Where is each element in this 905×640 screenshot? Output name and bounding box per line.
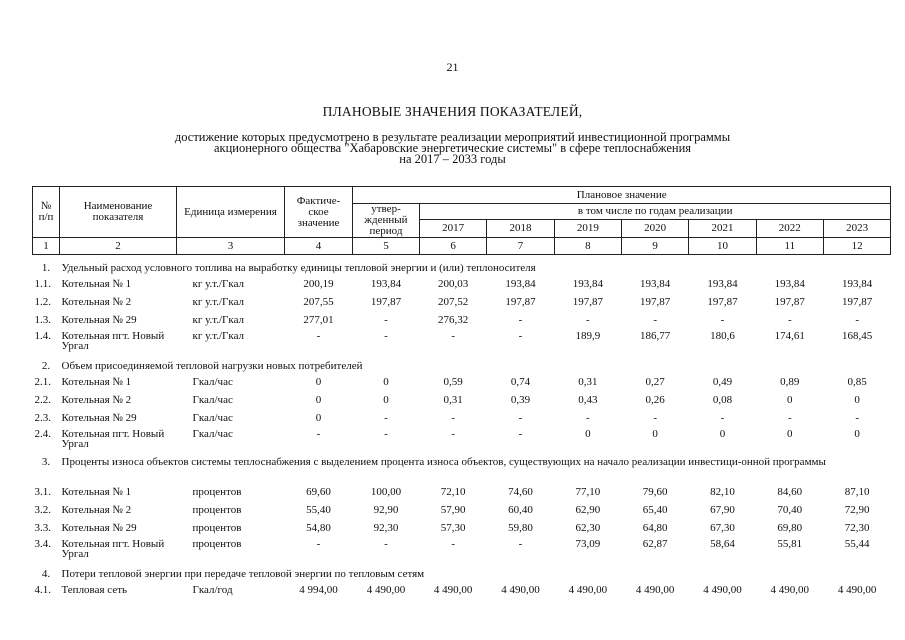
column-number: 9 [621,238,688,255]
section-number: 1. [41,262,51,274]
row-value: 197,87 [572,296,603,308]
section-number: 3. [41,456,51,468]
column-number: 12 [823,238,890,255]
row-value: - [787,314,792,326]
row-value: 58,64 [710,538,735,550]
row-number: 3.4. [34,538,51,550]
column-number: 2 [60,238,177,255]
row-value: 200,03 [438,278,469,290]
row-value: 0,08 [712,394,733,406]
row-value: 84,60 [777,486,803,498]
row-value: 197,87 [505,296,536,308]
row-name: Котельная № 29 [61,412,137,424]
document-title: ПЛАНОВЫЕ ЗНАЧЕНИЯ ПОКАЗАТЕЛЕЙ, [322,104,583,119]
row-value: 0 [652,428,658,440]
title-block [0,104,905,165]
row-value: - [384,428,388,440]
column-number: 10 [689,238,756,255]
row-value: 4 994,00 [299,584,338,596]
row-value: 57,90 [440,504,466,516]
header-year: 2017 [420,220,487,238]
row-value: 55,44 [844,538,870,550]
row-value: 197,87 [774,296,805,308]
row-value: 0 [787,428,793,440]
subtitle-line: акционерного общества "Хабаровские энергетические системы" в сфере теплоснабжения [213,141,692,155]
table-row [33,293,891,311]
row-value: - [585,314,590,326]
table-row [33,329,891,353]
row-value: 0 [854,394,860,406]
row-value: - [451,330,455,342]
table-row [33,501,891,519]
section-row [33,353,891,373]
header-unit: Единица измерения [177,187,285,238]
row-number: 2.2. [34,394,51,406]
row-value: - [518,428,523,440]
row-value: - [316,330,321,342]
row-value: 197,87 [842,296,873,308]
row-value: 73,09 [575,538,601,550]
row-value: 57,30 [440,522,466,534]
header-by-years: в том числе по годам реализации [420,204,891,220]
row-value: - [653,314,657,326]
row-value: - [316,428,321,440]
row-name: Котельная № 2 [61,296,132,308]
row-number: 1.2. [34,296,51,308]
row-value: 74,60 [508,486,533,498]
header-year: 2020 [621,220,688,238]
header-approved-period: утвер-жденный период [353,204,420,238]
row-name: Котельная № 1 [61,486,132,498]
header-planned: Плановое значение [353,187,891,204]
row-value: 0,85 [847,376,867,388]
row-number: 4.1. [34,584,51,596]
row-value: 0,59 [443,376,463,388]
row-value: 168,45 [842,330,873,342]
row-value: - [316,538,321,550]
row-value: 0,27 [645,376,665,388]
row-value: 77,10 [575,486,601,498]
row-value: 4 490,00 [837,584,877,596]
row-name: Котельная № 1 [61,376,132,388]
row-value: 4 490,00 [635,584,675,596]
row-name: Тепловая сеть [61,584,128,596]
section-title: Потери тепловой энергии при передаче тепловой энергии по тепловым сетям [61,568,425,580]
row-value: 0 [585,428,591,440]
row-unit: Гкал/час [192,376,233,388]
row-value: 197,87 [370,296,402,308]
row-number: 1.4. [34,330,51,342]
row-value: - [451,538,455,550]
row-name: Котельная № 1 [61,278,132,290]
row-unit: процентов [192,538,242,550]
row-value: 62,30 [575,522,601,534]
row-value: 200,19 [303,278,334,290]
page-number: 21 [446,60,459,74]
section-row [33,255,891,276]
row-value: 72,30 [844,522,870,534]
row-value: 67,30 [710,522,735,534]
row-value: 193,84 [505,278,536,290]
row-name: Котельная пгт. Новый Ургал [61,330,165,352]
row-value: 60,40 [508,504,533,516]
header-year: 2023 [823,220,890,238]
row-value: 65,40 [642,504,668,516]
table-row [33,519,891,537]
row-value: - [384,330,388,342]
row-value: 174,61 [774,330,805,342]
column-number: 1 [33,238,60,255]
row-value: 193,84 [842,278,873,290]
header-year: 2021 [689,220,756,238]
row-number: 2.1. [34,376,51,388]
row-number: 1.3. [34,314,51,326]
row-value: 92,30 [373,522,399,534]
row-value: 193,84 [774,278,805,290]
section-title: Проценты износа объектов системы теплоснабжения с выделением процента износа объектов, существующих на начало реализации инвестици-онной программы [61,456,826,468]
row-value: 72,90 [844,504,870,516]
row-value: 54,80 [306,522,331,534]
row-unit: процентов [192,486,242,498]
table-row [33,311,891,329]
row-value: 0 [854,428,860,440]
row-unit: кг у.т./Гкал [192,330,245,342]
row-value: - [855,412,860,424]
row-unit: кг у.т./Гкал [192,314,245,326]
header-name: Наименование показателя [60,187,177,238]
row-value: 193,84 [707,278,738,290]
table-row [33,373,891,391]
row-number: 2.4. [34,428,51,440]
header-year: 2018 [487,220,554,238]
row-value: 67,90 [710,504,735,516]
row-value: 0 [383,394,389,406]
row-value: 197,87 [707,296,738,308]
row-value: - [451,428,455,440]
row-value: - [384,538,388,550]
row-value: 0,31 [578,376,598,388]
column-number: 6 [420,238,487,255]
column-number: 7 [487,238,554,255]
row-value: 277,01 [303,314,334,326]
row-value: 186,77 [640,330,671,342]
table-row [33,409,891,427]
row-value: - [720,412,725,424]
row-unit: кг у.т./Гкал [192,296,245,308]
table-row [33,537,891,561]
row-value: 79,60 [642,486,668,498]
row-value: - [720,314,725,326]
row-value: 4 490,00 [568,584,608,596]
row-value: 0,31 [443,394,463,406]
row-value: 4 490,00 [770,584,810,596]
row-value: 207,52 [438,296,469,308]
row-name: Котельная № 2 [61,504,132,516]
row-value: 207,55 [303,296,334,308]
section-row [33,561,891,581]
row-number: 3.3. [34,522,51,534]
row-value: 59,80 [508,522,533,534]
table-row [33,427,891,451]
table-row [33,391,891,409]
row-number: 1.1. [34,278,51,290]
row-unit: Гкал/час [192,394,233,406]
section-number: 2. [41,360,51,372]
row-value: - [518,314,523,326]
row-name: Котельная пгт. Новый Ургал [61,428,165,450]
row-value: - [518,412,523,424]
subtitle-line: достижение которых предусмотрено в результате реализации мероприятий инвестиционной программы [174,130,731,144]
row-value: 69,60 [306,486,331,498]
row-value: 87,10 [844,486,870,498]
row-value: 276,32 [438,314,469,326]
row-value: 0,49 [712,376,733,388]
row-value: 100,00 [370,486,402,498]
row-value: 69,80 [777,522,803,534]
row-value: 0,26 [645,394,665,406]
row-value: 193,84 [640,278,671,290]
row-unit: Гкал/час [192,428,233,440]
row-name: Котельная № 29 [61,522,137,534]
row-value: 193,84 [370,278,402,290]
row-value: 0 [787,394,793,406]
row-value: - [451,412,455,424]
row-name: Котельная № 29 [61,314,137,326]
row-unit: процентов [192,504,242,516]
column-number: 5 [353,238,420,255]
row-value: 0,89 [780,376,800,388]
row-value: 4 490,00 [433,584,473,596]
row-value: 72,10 [440,486,466,498]
column-number: 8 [554,238,621,255]
row-value: 0 [719,428,726,440]
row-name: Котельная пгт. Новый Ургал [61,538,165,560]
section-number: 4. [41,568,51,580]
indicators-table [32,186,891,599]
row-value: 193,84 [572,278,603,290]
row-value: 4 490,00 [501,584,540,596]
header-no: № п/п [33,187,60,238]
row-value: - [787,412,792,424]
row-value: 0 [383,376,389,388]
section-title: Удельный расход условного топлива на выработку единицы тепловой энергии и (или) теплоносителя [61,262,536,274]
row-value: 0,43 [578,394,598,406]
row-number: 3.2. [34,504,51,516]
document-subtitle [0,132,905,165]
row-number: 3.1. [34,486,51,498]
row-value: - [384,412,388,424]
row-value: 55,40 [306,504,331,516]
row-value: - [384,314,388,326]
row-value: 62,87 [642,538,668,550]
row-value: - [855,314,860,326]
row-value: 82,10 [710,486,735,498]
column-number: 4 [285,238,353,255]
row-unit: Гкал/час [192,412,233,424]
row-value: 0 [315,412,322,424]
row-value: 197,87 [640,296,671,308]
row-value: 0 [315,394,322,406]
table-row [33,483,891,501]
row-value: 0,39 [510,394,531,406]
table-body [33,255,891,600]
header-year: 2022 [756,220,823,238]
section-title: Объем присоединяемой тепловой нагрузки новых потребителей [61,360,363,372]
row-value: 70,40 [777,504,803,516]
row-value: 4 490,00 [366,584,406,596]
row-unit: Гкал/год [192,584,233,596]
row-value: 64,80 [642,522,668,534]
subtitle-line: на 2017 – 2033 годы [399,152,506,166]
row-unit: кг у.т./Гкал [192,278,245,290]
row-value: - [653,412,657,424]
row-value: 92,90 [373,504,399,516]
row-number: 2.3. [34,412,51,424]
table-row [33,581,891,599]
row-value: - [518,330,523,342]
row-unit: процентов [192,522,242,534]
row-value: 55,81 [777,538,803,550]
table-row [33,275,891,293]
row-value: 0,74 [510,376,531,388]
column-number: 11 [756,238,823,255]
section-row [33,451,891,483]
row-value: 180,6 [710,330,735,342]
row-value: 0 [315,376,322,388]
column-number: 3 [177,238,285,255]
row-value: - [518,538,523,550]
header-fact: Фактиче-ское значение [285,187,353,238]
row-value: 4 490,00 [703,584,742,596]
row-value: 189,9 [575,330,601,342]
row-name: Котельная № 2 [61,394,132,406]
header-year: 2019 [554,220,621,238]
row-value: 62,90 [575,504,601,516]
table-header [33,187,891,255]
row-value: - [585,412,590,424]
